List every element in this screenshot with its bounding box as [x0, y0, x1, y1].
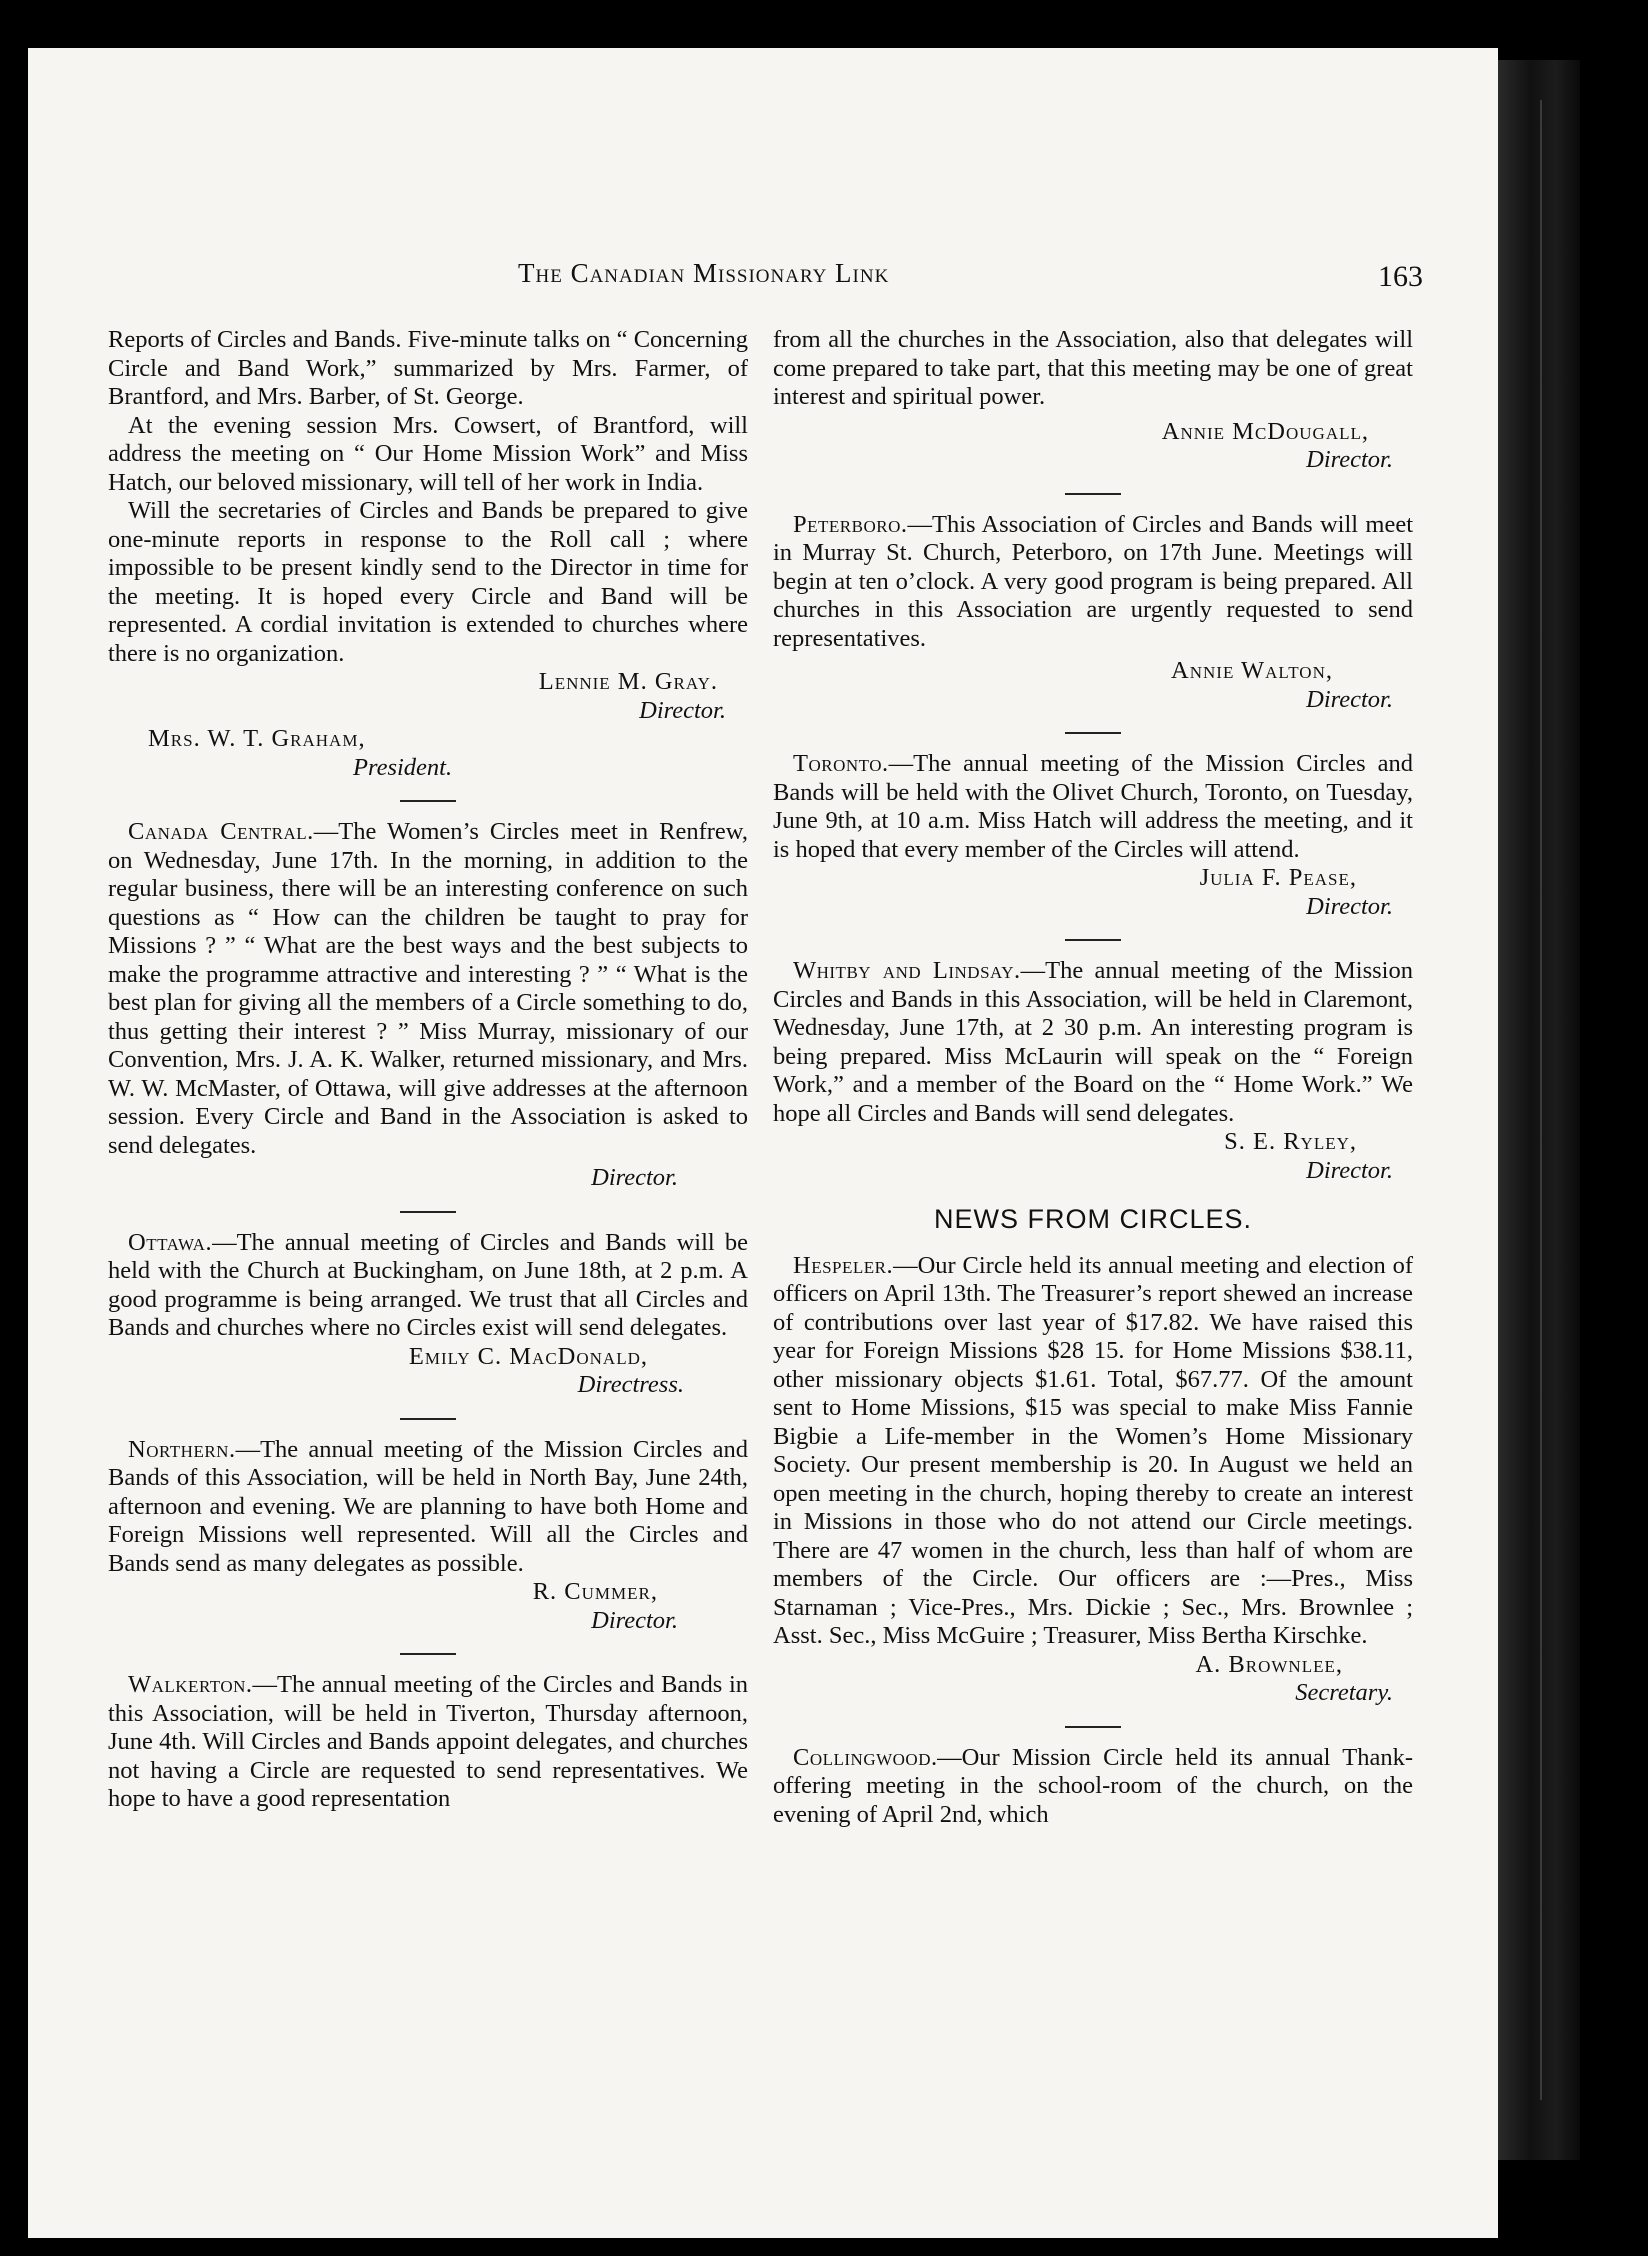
signature-title: Director. [639, 696, 726, 724]
signature-title: Director. [1306, 1156, 1393, 1184]
signature-title: Director. [591, 1164, 678, 1191]
notice-heading: Ottawa. [128, 1228, 213, 1256]
signature-title: Director. [1306, 892, 1393, 920]
notice-heading: Northern. [128, 1435, 236, 1463]
section-divider [400, 1653, 456, 1655]
page-number: 163 [1378, 260, 1423, 293]
notice-body: —The annual meeting of the Mission Circles and Bands will be held with the Olivet Church, Toronto, on Tuesday, June 9th, at 10 a.m. Miss Hatch will address the meeting, and it is hoped that every member of the Circles will attend. [773, 750, 1413, 863]
spine-edge [1540, 100, 1542, 2100]
section-divider [400, 1418, 456, 1420]
section-divider [400, 800, 456, 802]
signature-name: Lennie M. Gray. [538, 668, 718, 695]
notice-heading: Toronto. [793, 750, 889, 777]
notice-ottawa [108, 1229, 748, 1343]
signature-name: A. Brownlee, [1195, 1650, 1343, 1678]
paragraph: from all the churches in the Association, also that delegates will come prepared to take part, that this meeting may be one of great interest and spiritual power. [773, 326, 1413, 410]
section-divider [1065, 939, 1121, 941]
notice-body: —This Association of Circles and Bands will meet in Murray St. Church, Peterboro, on 17th June. Meetings will begin at ten o’clock. A very good program is being prepared. All churches in this Association are urgently requested to send representatives. [773, 510, 1413, 652]
notice-peterboro [773, 511, 1413, 654]
notice-heading: Collingwood [793, 1743, 931, 1771]
paragraph: Reports of Circles and Bands. Five-minute talks on “ Concerning Circle and Band Work,” summarized by Mrs. Farmer, of Brantford, and Mrs. Barber, of St. George. [108, 326, 748, 410]
signature-name: Annie Walton, [1171, 657, 1333, 684]
notice-heading: Canada Central. [128, 818, 314, 845]
notice-walkerton [108, 1671, 748, 1814]
book-spine [1498, 60, 1580, 2160]
signature-title: Director. [591, 1606, 678, 1634]
notice-whitby-lindsay [773, 957, 1413, 1128]
notice-body: —Our Circle held its annual meeting and election of officers on April 13th. The Treasurer’s report shewed an increase of contributions over last year of $17.82. We have raised this year for Foreign Missions $28 15. for Home Missions $38.11, other missionary objects $1.61. Total, $67.77. Of the amount sent to Home Missions, $15 was special to make Miss Fannie Bigbie a Life-member in the Women’s Home Missionary Society. Our present membership is 20. In August we held an open meeting in the church, hoping thereby to create an interest in Missions in those who do not attend our Circle meetings. There are 47 women in the church, less than half of whom are members of the Circle. Our officers are :—Pres., Miss Starnaman ; Vice-Pres., Mrs. Dickie ; Sec., Mrs. Brownlee ; Asst. Sec., Miss McGuire ; Treasurer, Miss Bertha Kirschke. [773, 1251, 1413, 1649]
notice-hespeler [773, 1252, 1413, 1651]
section-divider [400, 1211, 456, 1213]
signature-title: Director. [1306, 685, 1393, 713]
page-header [28, 258, 1498, 298]
notice-heading: Hespeler. [793, 1251, 894, 1279]
notice-body: —The Women’s Circles meet in Renfrew, on Wednesday, June 17th. In the morning, in addition to the regular business, there will be an interesting conference on such questions as “ How can the children be taught to pray for Missions ? ” “ What are the best ways and the best subjects to make the programme attractive and interesting ? ” “ What is the best plan for giving all the members of a Circle something to do, thus getting their interest ? ” Miss Murray, missionary of our Convention, Mrs. J. A. K. Walker, returned missionary, and Mrs. W. W. McMaster, of Ottawa, will give addresses at the afternoon session. Every Circle and Band in the Association is asked to send delegates. [108, 818, 748, 1159]
signature-title: President. [353, 753, 453, 781]
section-divider [1065, 1726, 1121, 1728]
notice-body: .—Our Mission Circle held its annual Thank-offering meeting in the school-room of the church, on the evening of April 2nd, which [773, 1743, 1413, 1828]
left-column [108, 326, 748, 1814]
notice-body: —The annual meeting of Circles and Bands will be held with the Church at Buckingham, on June 18th, at 2 p.m. A good programme is being arranged. We trust that all Circles and Bands and churches where no Circles exist will send delegates. [108, 1228, 748, 1341]
notice-heading: Whitby and Lindsay. [793, 957, 1021, 984]
running-title: The Canadian Missionary Link [518, 258, 890, 288]
signature-name: Emily C. MacDonald, [408, 1342, 648, 1370]
signature-title: Director. [1306, 446, 1393, 473]
notice-toronto [773, 750, 1413, 864]
notice-canada-central [108, 818, 748, 1160]
notice-heading: Walkerton. [128, 1671, 253, 1698]
right-column [773, 326, 1413, 1829]
news-from-circles-heading: NEWS FROM CIRCLES. [933, 1204, 1253, 1234]
signature-name: Annie McDougall, [1161, 417, 1369, 445]
signature-name: Mrs. W. T. Graham, [148, 725, 366, 752]
paragraph: Will the secretaries of Circles and Bands be prepared to give one-minute reports in response to the Roll call ; where impossible to be present kindly send to the Director in time for the meeting. It is hoped every Circle and Band will be represented. A cordial invitation is extended to churches where there is no organization. [108, 497, 748, 667]
notice-body: —The annual meeting of the Mission Circles and Bands in this Association, will be held in Claremont, Wednesday, June 17th, at 2 30 p.m. An interesting program is being prepared. Miss McLaurin will speak on the “ Foreign Work,” and a member of the Board on the “ Home Work.” We hope all Circles and Bands will send delegates. [773, 957, 1413, 1127]
scanned-page [28, 48, 1498, 2238]
notice-collingwood [773, 1744, 1413, 1830]
notice-body: —The annual meeting of the Circles and Bands in this Association, will be held in Tiverton, Thursday afternoon, June 4th. Will Circles and Bands appoint delegates, and churches not having a Circle are requested to send representatives. We hope to have a good representation [108, 1671, 748, 1812]
notice-body: —The annual meeting of the Mission Circles and Bands of this Association, will be held in North Bay, June 24th, afternoon and evening. We are planning to have both Home and Foreign Missions well represented. Will all the Circles and Bands send as many delegates as possible. [108, 1435, 748, 1577]
section-divider [1065, 732, 1121, 734]
paragraph: At the evening session Mrs. Cowsert, of Brantford, will address the meeting on “ Our Home Mission Work” and Miss Hatch, our beloved missionary, will tell of her work in India. [108, 411, 748, 496]
signature-name: Julia F. Pease, [1199, 864, 1357, 891]
signature-title: Directress. [577, 1371, 684, 1398]
signature-title: Secretary. [1295, 1679, 1393, 1706]
signature-name: R. Cummer, [532, 1578, 658, 1605]
notice-northern [108, 1436, 748, 1579]
section-divider [1065, 493, 1121, 495]
signature-name: S. E. Ryley, [1224, 1128, 1357, 1155]
notice-heading: Peterboro. [793, 510, 908, 538]
